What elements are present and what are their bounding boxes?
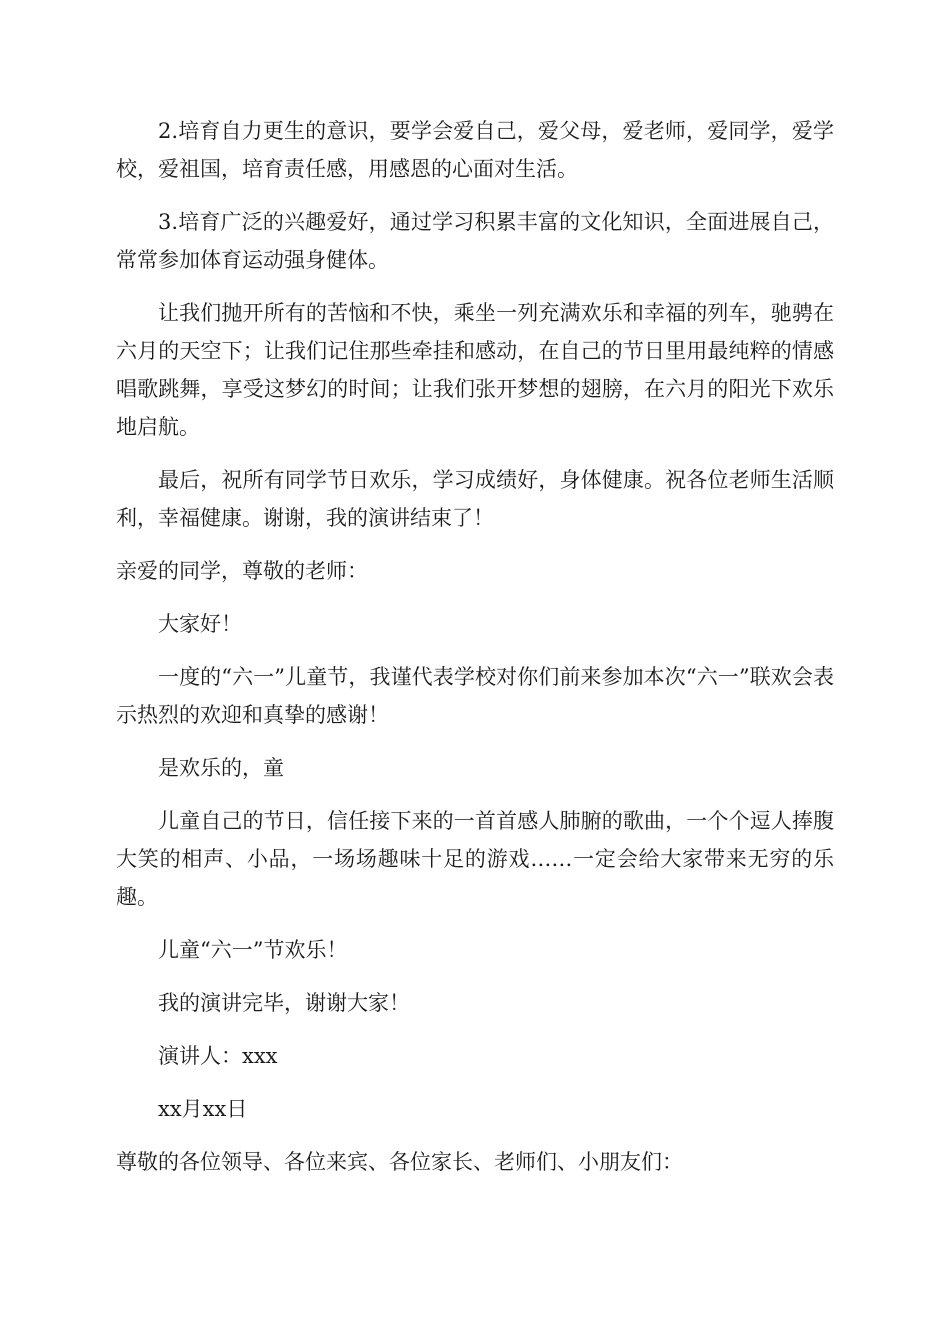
salutation-students-teachers: 亲爱的同学，尊敬的老师： [116,559,368,583]
paragraph-holiday-wish: 儿童“六一”节欢乐！ [158,938,348,962]
paragraph-self-reliance: 2.培育自力更生的意识，要学会爱自己，爱父母，爱老师，爱同学，爱学校，爱祖国，培育责任感，用感恩的心面对生活。 [116,119,834,181]
paragraph-closing-wishes: 最后，祝所有同学节日欢乐，学习成绩好，身体健康。祝各位老师生活顺利，幸福健康。谢谢，我的演讲结束了！ [116,468,834,530]
paragraph-interests: 3.培育广泛的兴趣爱好，通过学习积累丰富的文化知识，全面进展自己，常常参加体育运动强身健体。 [116,210,834,272]
date-line: xx月xx日 [158,1097,248,1121]
paragraph-greeting: 大家好！ [158,612,242,636]
paragraph-program: 儿童自己的节日，信任接下来的一首首感人肺腑的歌曲，一个个逗人捧腹大笑的相声、小品，一场场趣味十足的游戏……一定会给大家带来无穷的乐趣。 [116,809,834,909]
paragraph-speech-end: 我的演讲完毕，谢谢大家！ [158,991,410,1015]
paragraph-june-sky: 让我们抛开所有的苦恼和不快，乘坐一列充满欢乐和幸福的列车，驰骋在六月的天空下；让我们记住那些牵挂和感动，在自己的节日里用最纯粹的情感唱歌跳舞，享受这梦幻的时间；让我们张开梦想的翅膀，在六月的阳光下欢乐地启航。 [116,301,834,439]
speaker-line: 演讲人：xxx [158,1044,278,1068]
document-body [116,112,834,1196]
paragraph-fragment: 是欢乐的，童 [158,756,284,780]
salutation-leaders-guests: 尊敬的各位领导、各位来宾、各位家长、老师们、小朋友们： [116,1150,683,1174]
paragraph-welcome: 一度的“六一”儿童节，我谨代表学校对你们前来参加本次“六一”联欢会表示热烈的欢迎和真挚的感谢！ [116,665,834,727]
